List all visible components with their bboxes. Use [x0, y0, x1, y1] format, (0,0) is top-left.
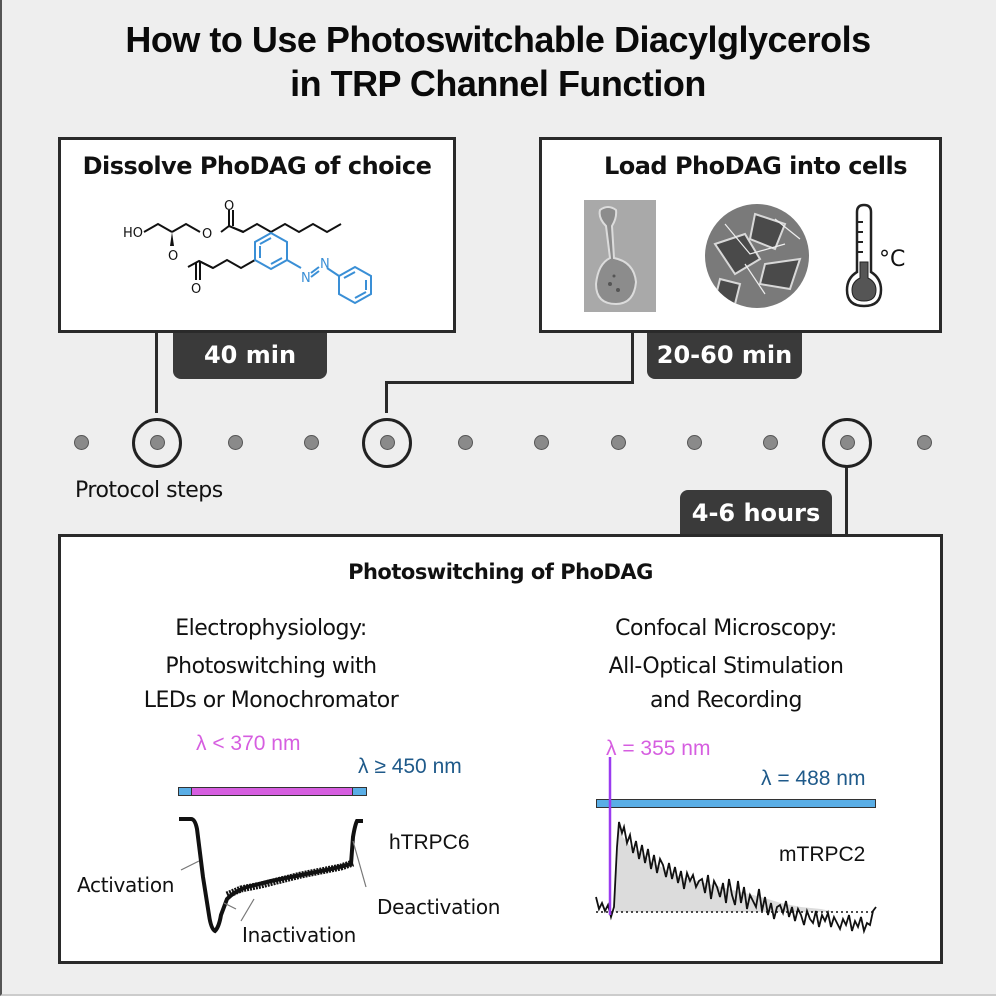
activation-annotation: Activation — [77, 873, 175, 897]
oxygen-label: O — [191, 282, 202, 297]
timeline-label: Protocol steps — [75, 478, 223, 503]
timeline-dot — [611, 435, 626, 450]
timeline-dot — [74, 435, 89, 450]
step3-box — [58, 534, 943, 964]
ephys-title: Electrophysiology: — [175, 616, 367, 641]
uv-wavelength-label: λ < 370 nm — [196, 732, 301, 755]
timeline-dot-active — [380, 435, 395, 450]
oxygen-label: O — [202, 227, 213, 242]
step2-heading: Load PhoDAG into cells — [603, 152, 908, 180]
thermometer-icon — [847, 202, 917, 312]
title-line-2: in TRP Channel Function — [290, 63, 706, 104]
blue-wavelength-label: λ ≥ 450 nm — [358, 755, 462, 778]
connector-step2-down — [385, 381, 388, 413]
timeline-dot — [304, 435, 319, 450]
connector-step1 — [155, 333, 158, 413]
timeline-dot-active — [840, 435, 855, 450]
timeline-dot — [763, 435, 778, 450]
timeline-dot-active — [150, 435, 165, 450]
timeline-dot — [917, 435, 932, 450]
blue-wavelength-label-confocal: λ = 488 nm — [761, 767, 866, 790]
page-title — [0, 18, 996, 106]
uv-wavelength-label-confocal: λ = 355 nm — [606, 737, 711, 760]
confocal-title: Confocal Microscopy: — [615, 616, 837, 641]
mtrpc2-fluorescence-trace — [61, 537, 946, 967]
deactivation-annotation: Deactivation — [377, 895, 501, 919]
timeline-dot — [458, 435, 473, 450]
timeline-dot — [687, 435, 702, 450]
title-line-1: How to Use Photoswitchable Diacylglycerols — [125, 19, 871, 60]
step2-box — [539, 137, 942, 333]
celsius-label: °C — [879, 247, 906, 272]
timeline-dot — [228, 435, 243, 450]
mtrpc2-label: mTRPC2 — [779, 843, 866, 866]
nitrogen-label: N — [301, 271, 311, 286]
connector-step3 — [845, 466, 848, 536]
connector-step2-horizontal — [385, 381, 634, 384]
ho-label: HO — [123, 226, 144, 241]
oxygen-label: O — [224, 199, 235, 214]
timeline-dot — [534, 435, 549, 450]
confocal-line-2: and Recording — [650, 688, 802, 713]
duration-badge-step3: 4-6 hours — [680, 490, 832, 536]
nitrogen-label: N — [320, 257, 330, 272]
step1-box — [58, 137, 456, 333]
phodag-structure — [61, 140, 459, 336]
duration-badge-step1: 40 min — [173, 333, 327, 379]
confocal-line-1: All-Optical Stimulation — [608, 654, 844, 679]
inactivation-annotation: Inactivation — [242, 923, 357, 947]
oxygen-label: O — [168, 249, 179, 264]
step1-heading: Dissolve PhoDAG of choice — [82, 152, 432, 180]
ephys-line-1: Photoswitching with — [165, 654, 377, 679]
step3-heading: Photoswitching of PhoDAG — [348, 560, 653, 584]
cell-culture-micrograph — [705, 204, 809, 308]
duration-badge-step2: 20-60 min — [647, 333, 802, 379]
ephys-line-2: LEDs or Monochromator — [143, 688, 399, 713]
single-cell-micrograph — [584, 200, 656, 312]
connector-step2-vertical — [631, 333, 634, 383]
htrpc6-label: hTRPC6 — [389, 831, 470, 854]
